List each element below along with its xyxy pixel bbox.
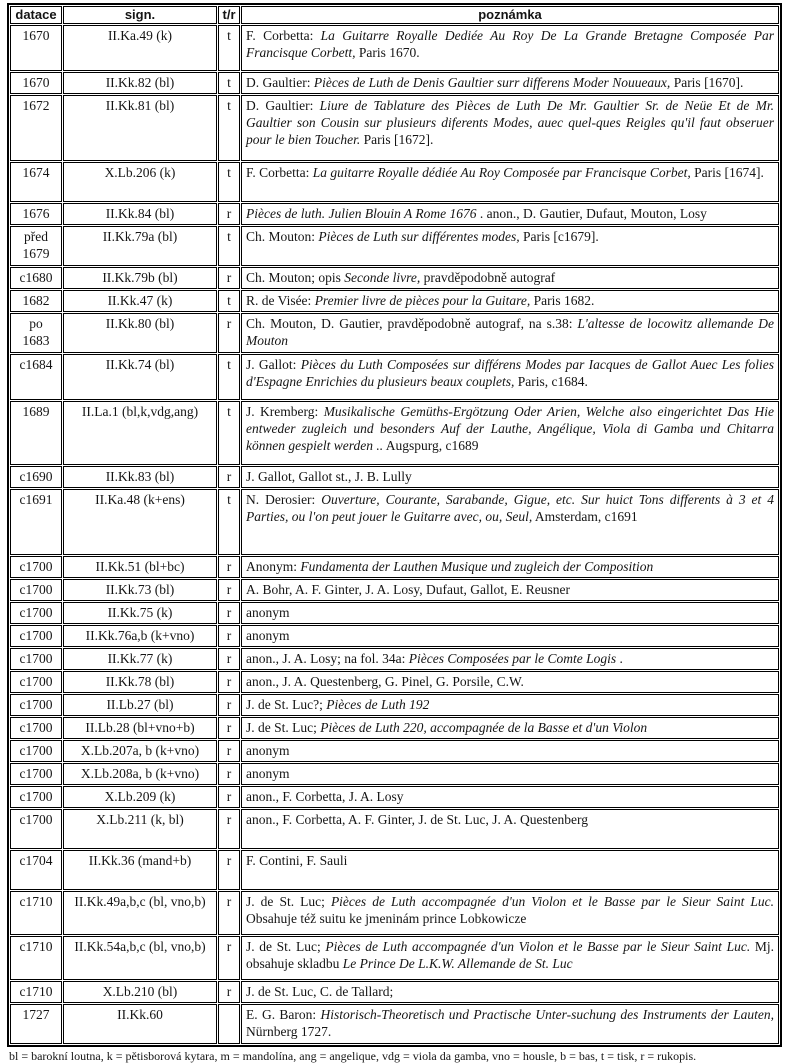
cell-note (241, 162, 779, 202)
note-text-segment: Paris [1674]. (690, 165, 764, 180)
cell-sign: II.Kk.80 (bl) (63, 313, 217, 353)
note-title-segment: Pièces de luth. Julien Blouin A Rome 1676 (246, 206, 477, 221)
note-text-segment: A. Bohr, A. F. Ginter, J. A. Losy, Dufaut, Gallot, E. Reusner (246, 582, 570, 597)
note-title-segment: Pièces de Luth accompagnée d'un Violon et le Basse par le Sieur Saint Luc. (330, 894, 774, 909)
cell-datace: po 1683 (10, 313, 62, 353)
note-text-segment: Paris, c1684. (514, 374, 588, 389)
cell-tr: r (218, 602, 240, 624)
column-header-sign: sign. (63, 6, 217, 24)
cell-note (241, 313, 779, 353)
cell-note (241, 267, 779, 289)
cell-sign: X.Lb.208a, b (k+vno) (63, 763, 217, 785)
cell-note (241, 401, 779, 465)
cell-tr: r (218, 556, 240, 578)
table-row (10, 786, 779, 808)
cell-note (241, 602, 779, 624)
cell-sign: X.Lb.211 (k, bl) (63, 809, 217, 849)
note-text-segment: F. Contini, F. Sauli (246, 853, 348, 868)
table-row (10, 625, 779, 647)
legend-footnote: bl = barokní loutna, k = pětisborová kytara, m = mandolína, ang = angelique, vdg = viola da gamba, vno = housle, b = bas, t = tisk, r = rukopis. (9, 1049, 697, 1063)
cell-note (241, 226, 779, 266)
cell-tr: r (218, 313, 240, 353)
cell-note (241, 671, 779, 693)
cell-datace: c1691 (10, 489, 62, 555)
cell-tr: r (218, 850, 240, 890)
note-title-segment: Liure de Tablature des Pièces de Luth De Mr. Gaultier Sr. de Neüe Et de Mr. Gaultier son Cousin sur plusieurs diferents Modes, auec quel-ques Reigles qu'il faut obseruer pour le bien Toucher. (246, 98, 774, 147)
note-title-segment: Pièces de Luth sur différentes modes, (318, 229, 520, 244)
cell-datace: 1689 (10, 401, 62, 465)
cell-datace: c1700 (10, 579, 62, 601)
cell-sign: II.Kk.84 (bl) (63, 203, 217, 225)
cell-sign: X.Lb.209 (k) (63, 786, 217, 808)
table-row (10, 267, 779, 289)
cell-tr: r (218, 786, 240, 808)
table-row (10, 694, 779, 716)
note-text-segment: F. Corbetta: (246, 165, 313, 180)
cell-datace: 1727 (10, 1004, 62, 1044)
column-header-poznamka: poznámka (241, 6, 779, 24)
note-text-segment: J. Gallot: (246, 357, 301, 372)
table-row (10, 354, 779, 400)
note-title-segment: Pièces Composées par le Comte Logis (408, 651, 617, 666)
table-row (10, 466, 779, 488)
cell-sign: II.Ka.49 (k) (63, 25, 217, 71)
note-text-segment: Amsterdam, c1691 (532, 509, 638, 524)
cell-note (241, 740, 779, 762)
cell-sign: II.Kk.79a (bl) (63, 226, 217, 266)
cell-note (241, 936, 779, 980)
column-header-tr: t/r (218, 6, 240, 24)
table-row (10, 850, 779, 890)
cell-tr: r (218, 671, 240, 693)
note-text-segment: Ch. Mouton, D. Gautier, pravděpodobně autograf, na s.38: (246, 316, 578, 331)
note-title-segment: Ouverture, Courante, Sarabande, Gigue, etc. Sur huict Tons differents à 3 et 4 Parties, ou l'on peut jouer le Guitarre avec, ou, Seul, (246, 492, 774, 524)
note-text-segment: J. de St. Luc; (246, 720, 321, 735)
note-text-segment: R. de Visée: (246, 293, 315, 308)
cell-tr: r (218, 267, 240, 289)
cell-note (241, 1004, 779, 1044)
note-title-segment: La guitarre Royalle dédiée Au Roy Composée par Francisque Corbet, (312, 165, 691, 180)
cell-tr: r (218, 763, 240, 785)
cell-tr: r (218, 936, 240, 980)
cell-tr: t (218, 72, 240, 94)
table-row (10, 95, 779, 161)
note-text-segment: J. de St. Luc, C. de Tallard; (246, 984, 394, 999)
table-body (10, 25, 779, 1044)
cell-datace: 1670 (10, 25, 62, 71)
cell-note (241, 625, 779, 647)
cell-tr: r (218, 694, 240, 716)
cell-sign: II.Kk.60 (63, 1004, 217, 1044)
note-text-segment: Obsahuje též suitu ke jmeninám prince Lobkowicze (246, 911, 527, 926)
cell-tr: r (218, 203, 240, 225)
table-row (10, 1004, 779, 1044)
note-text-segment: anonym (246, 628, 290, 643)
cell-sign: II.Ka.48 (k+ens) (63, 489, 217, 555)
cell-note (241, 72, 779, 94)
note-text-segment: anonym (246, 605, 290, 620)
note-text-segment: anon., J. A. Losy; na fol. 34a: (246, 651, 409, 666)
cell-sign: II.Kk.49a,b,c (bl, vno,b) (63, 891, 217, 935)
note-title-segment: L'altesse de locowitz allemande De Mouton (246, 316, 774, 348)
note-title-segment: Pièces de Luth 220, accompagnée de la Basse et d'un Violon (320, 720, 648, 735)
cell-datace: c1700 (10, 648, 62, 670)
cell-datace: c1710 (10, 981, 62, 1003)
cell-datace: c1710 (10, 891, 62, 935)
note-text-segment: Mj. obsahuje skladbu (246, 939, 774, 971)
cell-note (241, 95, 779, 161)
note-text-segment: N. Derosier: (246, 492, 322, 507)
cell-note (241, 466, 779, 488)
cell-datace: c1700 (10, 740, 62, 762)
note-title-segment: Musikalische Gemüths-Ergötzung Oder Arien, Welche also eingerichtet Das Hie entweder zugleich und besonders Auf der Lauthe, Angélique, Viola di Gamba und Chitarra können gespielt werden .. (246, 404, 774, 453)
note-title-segment: Pièces de Luth de Denis Gaultier surr differens Moder Nouueaux, (313, 75, 671, 90)
cell-note (241, 556, 779, 578)
cell-datace: c1700 (10, 556, 62, 578)
cell-sign: II.Kk.78 (bl) (63, 671, 217, 693)
cell-note (241, 694, 779, 716)
cell-tr: t (218, 354, 240, 400)
cell-note (241, 981, 779, 1003)
note-text-segment: Ch. Mouton: (246, 229, 319, 244)
cell-sign: II.Kk.76a,b (k+vno) (63, 625, 217, 647)
cell-tr: r (218, 579, 240, 601)
cell-tr: r (218, 648, 240, 670)
cell-tr: t (218, 25, 240, 71)
cell-datace: c1710 (10, 936, 62, 980)
cell-tr: r (218, 740, 240, 762)
note-text-segment: anonym (246, 766, 290, 781)
cell-sign: II.Lb.28 (bl+vno+b) (63, 717, 217, 739)
cell-datace: c1700 (10, 763, 62, 785)
cell-sign: II.Kk.36 (mand+b) (63, 850, 217, 890)
cell-datace: c1690 (10, 466, 62, 488)
cell-note (241, 809, 779, 849)
cell-sign: II.Kk.51 (bl+bc) (63, 556, 217, 578)
note-text-segment: Paris [1672]. (360, 132, 434, 147)
cell-note (241, 489, 779, 555)
cell-sign: II.Kk.74 (bl) (63, 354, 217, 400)
cell-tr: t (218, 226, 240, 266)
cell-datace: c1700 (10, 717, 62, 739)
table-row (10, 313, 779, 353)
cell-sign: II.Kk.75 (k) (63, 602, 217, 624)
note-text-segment: Paris [1670]. (670, 75, 744, 90)
note-title-segment: Pièces de Luth accompagnée d'un Violon et le Basse par le Sieur Saint Luc. (325, 939, 751, 954)
cell-note (241, 648, 779, 670)
cell-datace: 1670 (10, 72, 62, 94)
note-text-segment: J. Kremberg: (246, 404, 324, 419)
note-text-segment: . anon., D. Gautier, Dufaut, Mouton, Losy (476, 206, 707, 221)
cell-tr: t (218, 290, 240, 312)
cell-note (241, 891, 779, 935)
table-row (10, 891, 779, 935)
cell-note (241, 579, 779, 601)
cell-tr: t (218, 401, 240, 465)
cell-note (241, 203, 779, 225)
note-title-segment: Le Prince De L.K.W. Allemande de St. Luc (342, 956, 573, 971)
cell-datace: 1676 (10, 203, 62, 225)
note-text-segment: J. de St. Luc; (246, 939, 326, 954)
note-text-segment: Paris 1682. (530, 293, 595, 308)
cell-datace: před 1679 (10, 226, 62, 266)
note-text-segment: Ch. Mouton; opis (246, 270, 345, 285)
cell-datace: 1682 (10, 290, 62, 312)
cell-datace: c1700 (10, 786, 62, 808)
note-title-segment: Fundamenta der Lauthen Musique und zugleich der Composition (300, 559, 654, 574)
cell-sign: X.Lb.210 (bl) (63, 981, 217, 1003)
cell-sign: II.Kk.79b (bl) (63, 267, 217, 289)
note-text-segment: Paris 1670. (355, 45, 420, 60)
table-row (10, 401, 779, 465)
cell-tr: r (218, 809, 240, 849)
note-text-segment: anon., F. Corbetta, A. F. Ginter, J. de St. Luc, J. A. Questenberg (246, 812, 589, 827)
cell-datace: c1700 (10, 694, 62, 716)
table-row (10, 162, 779, 202)
cell-sign: II.Kk.54a,b,c (bl, vno,b) (63, 936, 217, 980)
note-title-segment: Pièces de Luth 192 (326, 697, 430, 712)
cell-note (241, 763, 779, 785)
cell-sign: X.Lb.207a, b (k+vno) (63, 740, 217, 762)
table-row (10, 72, 779, 94)
note-text-segment: Nürnberg 1727. (246, 1024, 332, 1039)
note-text-segment: J. de St. Luc; (246, 894, 331, 909)
cell-tr: r (218, 717, 240, 739)
note-text-segment: J. de St. Luc?; (246, 697, 327, 712)
cell-datace: c1700 (10, 602, 62, 624)
note-title-segment: La Guitarre Royalle Dediée Au Roy De La Grande Bretagne Composée Par Francisque Corbett, (246, 28, 774, 60)
note-text-segment: Augspurg, c1689 (383, 438, 479, 453)
note-text-segment: E. G. Baron: (246, 1007, 321, 1022)
table-row (10, 648, 779, 670)
cell-datace: 1672 (10, 95, 62, 161)
cell-sign: X.Lb.206 (k) (63, 162, 217, 202)
cell-tr: t (218, 95, 240, 161)
table-row (10, 809, 779, 849)
table-row (10, 226, 779, 266)
cell-note (241, 850, 779, 890)
cell-tr (218, 1004, 240, 1044)
cell-datace: c1680 (10, 267, 62, 289)
cell-datace: c1700 (10, 809, 62, 849)
cell-sign: II.Kk.83 (bl) (63, 466, 217, 488)
cell-datace: c1700 (10, 625, 62, 647)
sources-table (7, 3, 782, 1047)
table-row (10, 489, 779, 555)
cell-note (241, 290, 779, 312)
note-title-segment: Seconde livre, (344, 270, 421, 285)
cell-tr: t (218, 162, 240, 202)
note-text-segment: Paris [c1679]. (519, 229, 599, 244)
table-row (10, 25, 779, 71)
cell-tr: r (218, 466, 240, 488)
cell-note (241, 354, 779, 400)
table-row (10, 717, 779, 739)
table-row (10, 203, 779, 225)
table-row (10, 671, 779, 693)
table-row (10, 763, 779, 785)
cell-tr: r (218, 891, 240, 935)
note-text-segment: J. Gallot, Gallot st., J. B. Lully (246, 469, 412, 484)
table-row (10, 740, 779, 762)
table-header-row (10, 6, 779, 24)
cell-note (241, 25, 779, 71)
table-row (10, 602, 779, 624)
note-text-segment: . (616, 651, 623, 666)
table-row (10, 290, 779, 312)
cell-note (241, 717, 779, 739)
cell-datace: c1684 (10, 354, 62, 400)
cell-sign: II.La.1 (bl,k,vdg,ang) (63, 401, 217, 465)
cell-datace: 1674 (10, 162, 62, 202)
cell-sign: II.Kk.77 (k) (63, 648, 217, 670)
cell-note (241, 786, 779, 808)
cell-sign: II.Kk.81 (bl) (63, 95, 217, 161)
note-text-segment: F. Corbetta: (246, 28, 321, 43)
note-text-segment: anon., F. Corbetta, J. A. Losy (246, 789, 404, 804)
note-text-segment: pravděpodobně autograf (420, 270, 556, 285)
note-title-segment: Premier livre de pièces pour la Guitare, (314, 293, 531, 308)
column-header-datace: datace (10, 6, 62, 24)
cell-tr: r (218, 981, 240, 1003)
cell-sign: II.Kk.73 (bl) (63, 579, 217, 601)
note-text-segment: D. Gaultier: (246, 98, 320, 113)
cell-datace: c1704 (10, 850, 62, 890)
note-text-segment: anon., J. A. Questenberg, G. Pinel, G. Porsile, C.W. (246, 674, 524, 689)
table-row (10, 579, 779, 601)
cell-sign: II.Kk.82 (bl) (63, 72, 217, 94)
table-row (10, 556, 779, 578)
table-row (10, 936, 779, 980)
note-text-segment: Anonym: (246, 559, 301, 574)
note-title-segment: Historisch-Theoretisch und Practische Unter-suchung des Instruments der Lauten, (320, 1007, 774, 1022)
cell-tr: r (218, 625, 240, 647)
cell-tr: t (218, 489, 240, 555)
table-row (10, 981, 779, 1003)
note-text-segment: anonym (246, 743, 290, 758)
note-text-segment: D. Gaultier: (246, 75, 314, 90)
cell-sign: II.Lb.27 (bl) (63, 694, 217, 716)
cell-sign: II.Kk.47 (k) (63, 290, 217, 312)
cell-datace: c1700 (10, 671, 62, 693)
note-title-segment: Pièces du Luth Composées sur différens Modes par Iacques de Gallot Auec Les folies d'Espagne Enrichies du plusieurs beaux couplets, (246, 357, 774, 389)
